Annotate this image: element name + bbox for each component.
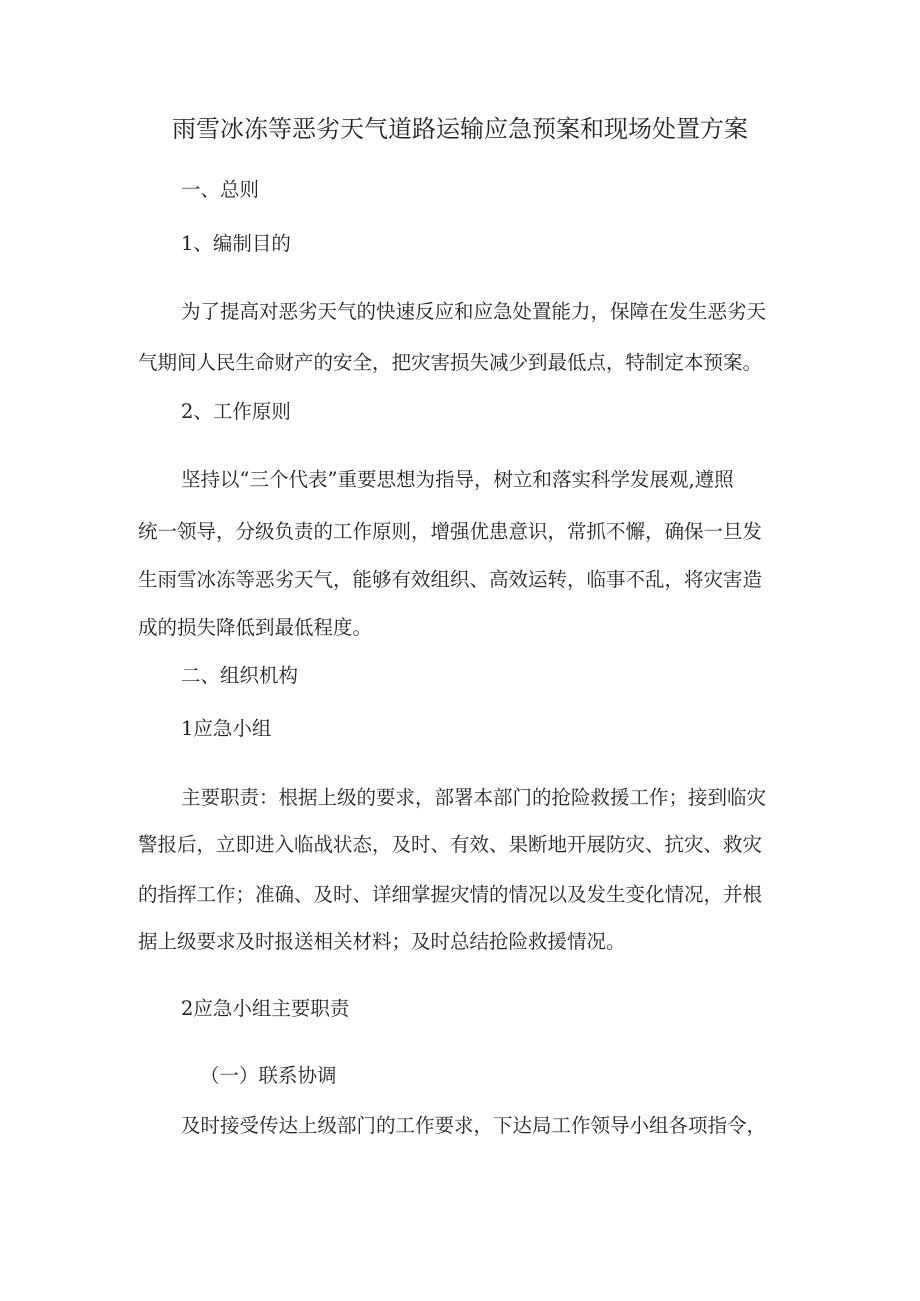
- paragraph-line: 据上级要求及时报送相关材料；及时总结抢险救援情况。: [138, 930, 626, 953]
- section-heading-organization: 二、组织机构: [181, 664, 299, 687]
- paragraph-line: 警报后，立即进入临战状态，及时、有效、果断地开展防灾、抗灾、救灾: [138, 833, 763, 856]
- paragraph-line: 主要职责：根据上级的要求，部署本部门的抢险救援工作；接到临灾: [181, 786, 767, 809]
- paragraph-line: 的指挥工作；准确、及时、详细掌握灾情的情况以及发生变化情况，并根: [138, 883, 763, 906]
- paragraph-line: 生雨雪冰冻等恶劣天气，能够有效组织、高效运转，临事不乱，将灾害造: [138, 568, 763, 591]
- paragraph-line: 坚持以“三个代表”重要思想为指导，树立和落实科学发展观,遵照: [181, 468, 734, 491]
- subheading-principles: 2、工作原则: [181, 400, 291, 423]
- paragraph-line: 成的损失降低到最低程度。: [138, 616, 373, 639]
- paragraph-line: 为了提高对恶劣天气的快速反应和应急处置能力，保障在发生恶劣天: [181, 300, 767, 323]
- paragraph-line: 及时接受传达上级部门的工作要求，下达局工作领导小组各项指令，: [181, 1114, 767, 1137]
- document-title: 雨雪冰冻等恶劣天气道路运输应急预案和现场处置方案: [172, 115, 748, 143]
- subheading-purpose: 1、编制目的: [181, 232, 291, 255]
- paragraph-line: 统一领导，分级负责的工作原则，增强优患意识，常抓不懈，确保一旦发: [138, 520, 763, 543]
- subheading-emergency-team: 1应急小组: [181, 717, 272, 740]
- subheading-team-duties: 2应急小组主要职责: [181, 997, 350, 1020]
- section-heading-general: 一、总则: [181, 178, 260, 201]
- subheading-coordination: （一）联系协调: [200, 1064, 337, 1087]
- paragraph-line: 气期间人民生命财产的安全，把灾害损失减少到最低点，特制定本预案。: [138, 351, 763, 374]
